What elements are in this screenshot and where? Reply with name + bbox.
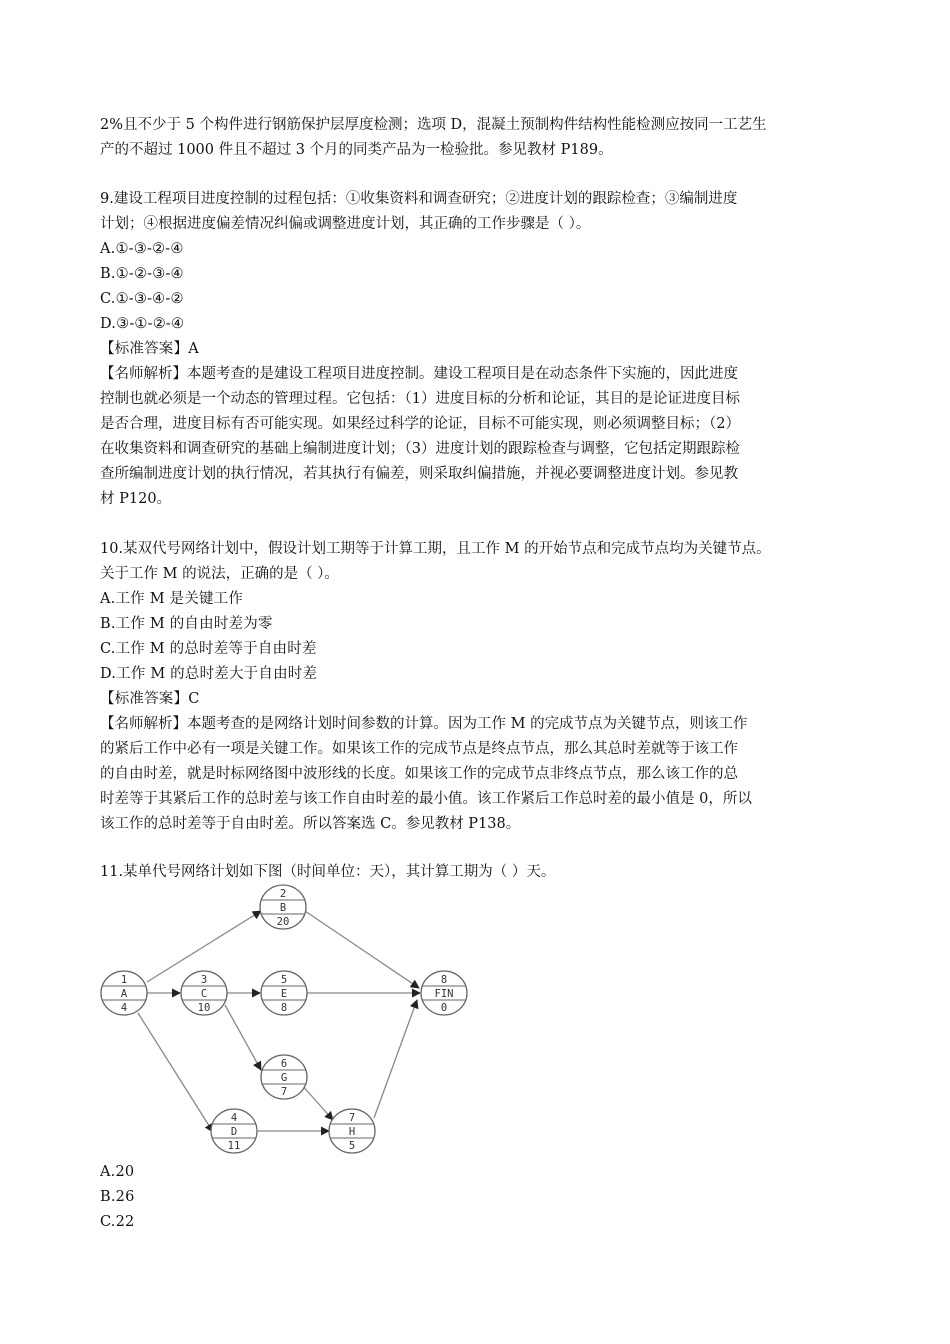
network-node-5 (261, 971, 307, 1015)
q9-analysis-line-4: 在收集资料和调查研究的基础上编制进度计划；（3）进度计划的跟踪检查与调整，它包括定期跟踪检 (100, 441, 740, 457)
node-2-name: B (279, 902, 287, 914)
edge-c-g (225, 1005, 261, 1070)
node-1-name: A (120, 988, 128, 1000)
node-7-duration: 5 (348, 1140, 356, 1152)
q10-option-d: D.工作 M 的总时差大于自由时差 (100, 666, 318, 682)
node-7-name: H (348, 1126, 356, 1138)
edge-g-h (301, 1084, 333, 1120)
node-6-duration: 7 (280, 1086, 288, 1098)
q9-analysis-line-5: 查所编制进度计划的执行情况，若其执行有偏差，则采取纠偏措施，并视必要调整进度计划。参见教 (100, 466, 738, 482)
q10-option-a: A.工作 M 是关键工作 (100, 591, 244, 607)
node-7-number: 7 (348, 1112, 356, 1124)
edge-b-fin (305, 911, 419, 988)
node-8-name: FIN (434, 988, 454, 1000)
q10-analysis-line-1: 【名师解析】本题考查的是网络计划时间参数的计算。因为工作 M 的完成节点为关键节点，则该工作 (100, 716, 748, 732)
node-4-name: D (230, 1126, 238, 1138)
node-8-duration: 0 (440, 1002, 448, 1014)
edge-h-fin (374, 1000, 417, 1118)
q10-stem-line-2: 关于工作 M 的说法，正确的是（ ）。 (100, 566, 339, 582)
q9-option-a: A.①-③-②-④ (100, 241, 184, 257)
q9-analysis-line-1: 【名师解析】本题考查的是建设工程项目进度控制。建设工程项目是在动态条件下实施的，因此进度 (100, 366, 738, 382)
q11-option-a: A.20 (100, 1164, 135, 1180)
q10-analysis-line-2: 的紧后工作中必有一项是关键工作。如果该工作的完成节点是终点节点，那么其总时差就等于该工作 (100, 741, 738, 757)
node-8-number: 8 (440, 974, 448, 986)
q9-option-c: C.①-③-④-② (100, 291, 184, 307)
network-node-4 (211, 1109, 257, 1153)
node-5-duration: 8 (280, 1002, 288, 1014)
node-3-name: C (200, 988, 208, 1000)
q11-stem: 11.某单代号网络计划如下图（时间单位：天），其计算工期为（ ）天。 (100, 864, 556, 880)
edge-a-d (138, 1013, 213, 1132)
q9-stem-line-2: 计划；④根据进度偏差情况纠偏或调整进度计划，其正确的工作步骤是（ ）。 (100, 216, 591, 232)
node-6-number: 6 (280, 1058, 288, 1070)
q9-analysis-line-3: 是否合理，进度目标有否可能实现。如果经过科学的论证，目标不可能实现，则必须调整目标；（2） (100, 416, 740, 432)
network-node-7 (329, 1109, 375, 1153)
q9-answer: 【标准答案】A (100, 341, 199, 357)
q8-tail-line-1: 2%且不少于 5 个构件进行钢筋保护层厚度检测；选项 D，混凝土预制构件结构性能检测应按同一工艺生 (100, 117, 767, 133)
node-6-name: G (280, 1072, 288, 1084)
q11-option-c: C.22 (100, 1214, 135, 1230)
network-node-2 (260, 885, 306, 929)
node-4-duration: 11 (227, 1140, 241, 1152)
node-3-number: 3 (200, 974, 208, 986)
q10-option-c: C.工作 M 的总时差等于自由时差 (100, 641, 317, 657)
q9-analysis-line-2: 控制也就必须是一个动态的管理过程。它包括：（1）进度目标的分析和论证，其目的是论证进度目标 (100, 391, 740, 407)
q9-option-d: D.③-①-②-④ (100, 316, 185, 332)
q11-option-b: B.26 (100, 1189, 135, 1205)
node-1-duration: 4 (120, 1002, 128, 1014)
network-diagram (95, 880, 475, 1160)
node-5-name: E (280, 988, 288, 1000)
q9-stem-line-1: 9.建设工程项目进度控制的过程包括：①收集资料和调查研究；②进度计划的跟踪检查；③编制进度 (100, 191, 738, 207)
q10-answer: 【标准答案】C (100, 691, 200, 707)
q10-analysis-line-3: 的自由时差，就是时标网络图中波形线的长度。如果该工作的完成节点非终点节点，那么该工作的总 (100, 766, 738, 782)
q10-analysis-line-4: 时差等于其紧后工作的总时差与该工作自由时差的最小值。该工作紧后工作总时差的最小值是 0，所以 (100, 791, 752, 807)
q10-option-b: B.工作 M 的自由时差为零 (100, 616, 273, 632)
node-2-duration: 20 (276, 916, 290, 928)
network-node-1 (101, 971, 147, 1015)
node-5-number: 5 (280, 974, 288, 986)
q10-stem-line-1: 10.某双代号网络计划中，假设计划工期等于计算工期，且工作 M 的开始节点和完成节点均为关键节点。 (100, 541, 771, 557)
q8-tail-line-2: 产的不超过 1000 件且不超过 3 个月的同类产品为一检验批。参见教材 P189。 (100, 142, 613, 158)
node-1-number: 1 (120, 974, 128, 986)
q9-option-b: B.①-②-③-④ (100, 266, 184, 282)
q9-analysis-line-6: 材 P120。 (100, 491, 172, 507)
node-3-duration: 10 (197, 1002, 211, 1014)
node-4-number: 4 (230, 1112, 238, 1124)
network-node-8 (421, 971, 467, 1015)
network-node-3 (181, 971, 227, 1015)
q10-analysis-line-5: 该工作的总时差等于自由时差。所以答案选 C。参见教材 P138。 (100, 816, 521, 832)
network-node-6 (261, 1055, 307, 1099)
node-2-number: 2 (279, 888, 287, 900)
